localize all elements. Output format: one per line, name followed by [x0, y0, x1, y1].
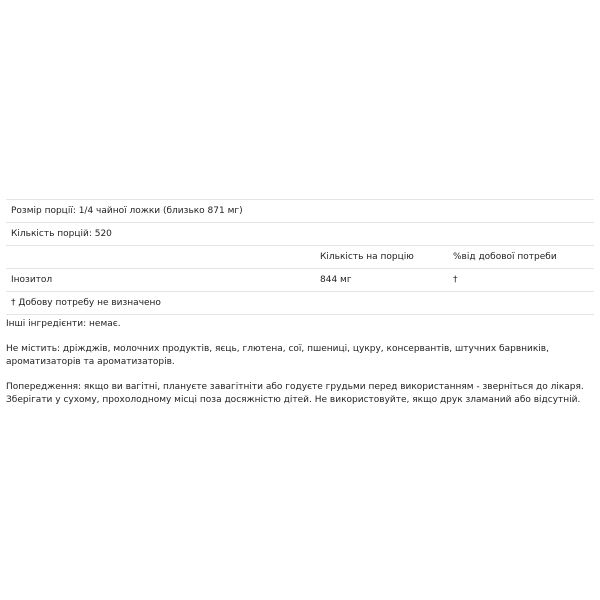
- free-of-text: Не містить: дріжджів, молочних продуктів, яєць, глютена, сої, пшениці, цукру, консервантів, штучних барвників, ароматизаторів та ароматизаторів.: [6, 344, 549, 367]
- ingredient-daily-value: †: [453, 275, 458, 285]
- ingredient-name: Інозитол: [11, 275, 53, 285]
- serving-size-text: Розмір порції: 1/4 чайної ложки (близько 871 мг): [11, 206, 243, 216]
- supplement-facts-table: [6, 199, 594, 315]
- servings-count-text: Кількість порцій: 520: [11, 229, 112, 239]
- serving-size-row: [6, 199, 594, 222]
- amount-per-serving-header: Кількість на порцію: [320, 252, 414, 262]
- daily-value-header: %від добової потреби: [453, 252, 557, 262]
- product-notes: [6, 318, 594, 419]
- warning-text: Попередження: якщо ви вагітні, плануєте завагітніти або годуєте грудьми перед використанням - зверніться до лікаря. Зберігати у сухому, прохолодному місці поза досяжністю дітей. Не використовуйте, якщо друк зламаний або відсутній.: [6, 382, 584, 405]
- servings-count-row: [6, 222, 594, 245]
- other-ingredients-text: Інші інгредієнти: немає.: [6, 319, 121, 329]
- footnote-text: † Добову потребу не визначено: [11, 298, 161, 308]
- table-row: [6, 268, 594, 291]
- footnote-row: [6, 291, 594, 315]
- table-header-row: [6, 245, 594, 268]
- ingredient-amount: 844 мг: [320, 275, 352, 285]
